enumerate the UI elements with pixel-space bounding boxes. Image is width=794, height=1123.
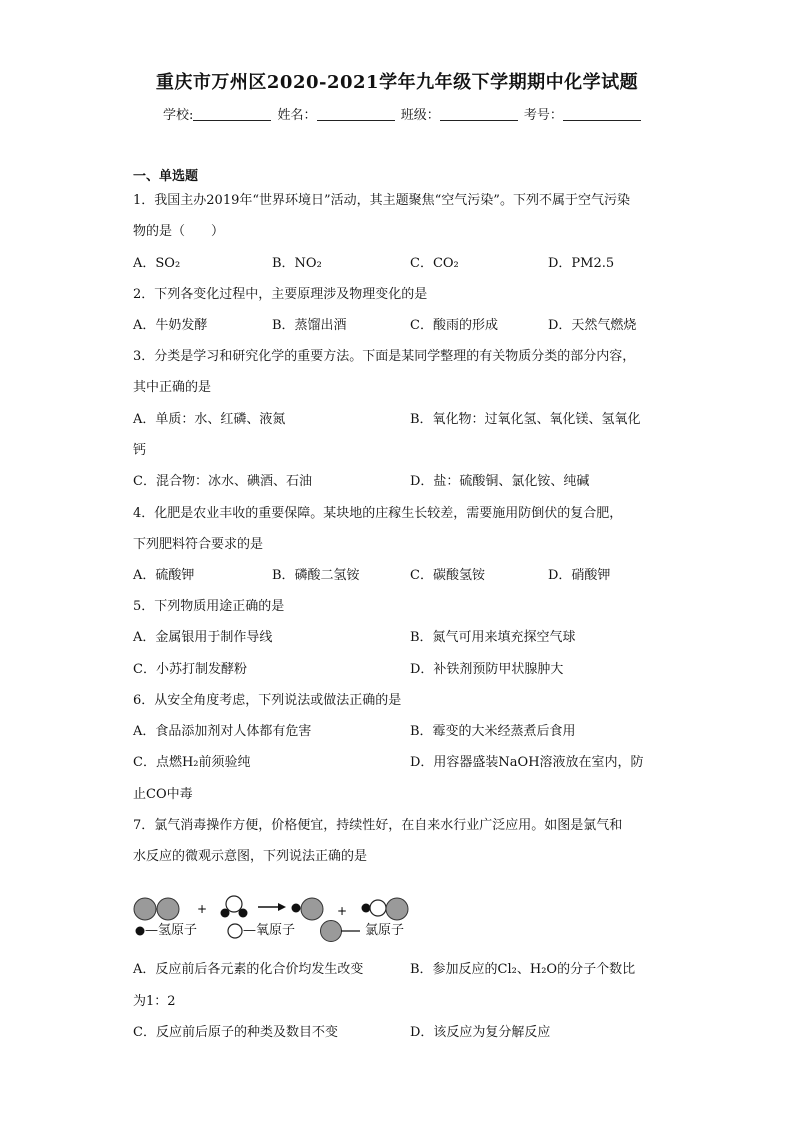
q1-stem-line1: 1．我国主办2019年“世界环境日”活动，其主题聚焦“空气污染”。下列不属于空气污染 [133,193,630,208]
q7-option-c: C．反应前后原子的种类及数目不变 [133,1025,338,1040]
q2-option-d: D．天然气燃烧 [548,318,637,333]
q4-option-c: C．碳酸氢铵 [410,568,485,583]
q3-option-c: C．混合物：冰水、碘酒、石油 [133,474,312,489]
q4-option-a: A．硫酸钾 [133,568,195,583]
class-blank [440,108,518,121]
name-label: 姓名： [277,108,317,123]
class-label: 班级： [400,108,440,123]
q7-option-d: D．该反应为复分解反应 [410,1025,551,1040]
q5-option-c: C．小苏打制发酵粉 [133,662,247,677]
q7-option-b-wrap: 为1：2 [133,994,176,1009]
hclo-molecule [362,898,409,920]
atom-legend [133,920,433,944]
q7-stem-line1: 7．氯气消毒操作方便，价格便宜，持续性好，在自来水行业广泛应用。如图是氯气和 [133,818,623,833]
q3-option-b-wrap: 钙 [133,443,147,458]
q4-stem-line1: 4．化肥是农业丰收的重要保障。某块地的庄稼生长较差，需要施用防倒伏的复合肥， [133,506,623,521]
legend-oxygen-label: —氧原子 [243,923,296,938]
q3-stem-line2: 其中正确的是 [133,380,212,395]
q1-option-d: D．PM2.5 [548,256,615,271]
legend-hydrogen-label: —氢原子 [145,923,198,938]
q7-stem-line2: 水反应的微观示意图，下列说法正确的是 [133,849,368,864]
q3-option-b: B．氧化物：过氧化氢、氧化镁、氢氧化 [410,412,641,427]
q5-stem: 5．下列物质用途正确的是 [133,599,285,614]
section-title: 一、单选题 [133,169,199,184]
q6-option-b: B．霉变的大米经蒸煮后食用 [410,724,576,739]
q4-stem-line2: 下列肥料符合要求的是 [133,537,264,552]
q7-option-a: A．反应前后各元素的化合价均发生改变 [133,962,364,977]
chlorine-molecule [134,898,179,920]
q6-option-d: D．用容器盛装NaOH溶液放在室内，防 [410,755,644,770]
q5-option-a: A．金属银用于制作导线 [133,630,273,645]
oxygen-atom-icon [227,923,243,939]
q2-option-b: B．蒸馏出酒 [272,318,347,333]
q1-option-a: A．SO₂ [133,256,181,271]
q6-option-c: C．点燃H₂前须验纯 [133,755,251,770]
q1-option-c: C．CO₂ [410,256,459,271]
q2-stem: 2．下列各变化过程中，主要原理涉及物理变化的是 [133,287,428,302]
q5-option-d: D．补铁剂预防甲状腺肿大 [410,662,564,677]
legend-chlorine-label: 氯原子 [365,923,405,938]
q4-option-b: B．磷酸二氢铵 [272,568,360,583]
q1-stem-line2: 物的是（ ） [133,224,225,239]
q3-option-a: A．单质：水、红磷、液氮 [133,412,286,427]
q3-option-d: D．盐：硫酸铜、氯化铵、纯碱 [410,474,590,489]
hydrogen-atom-icon [135,926,145,936]
q2-option-c: C．酸雨的形成 [410,318,498,333]
school-label: 学校: [163,108,194,123]
q6-stem: 6．从安全角度考虑，下列说法或做法正确的是 [133,693,402,708]
chlorine-atom-icon [320,920,362,944]
q4-option-d: D．硝酸钾 [548,568,611,583]
q5-option-b: B．氮气可用来填充探空气球 [410,630,576,645]
plus-sign-2: + [337,904,348,918]
school-blank [193,108,271,121]
q3-stem-line1: 3．分类是学习和研究化学的重要方法。下面是某同学整理的有关物质分类的部分内容， [133,349,636,364]
q2-option-a: A．牛奶发酵 [133,318,208,333]
hcl-molecule [292,898,324,920]
name-blank [317,108,395,121]
page-title: 重庆市万州区2020-2021学年九年级下学期期中化学试题 [155,72,639,93]
student-info-row [163,104,643,123]
q6-option-a: A．食品添加剂对人体都有危害 [133,724,312,739]
exam-number-label: 考号： [523,108,563,123]
q6-option-d-wrap: 止CO中毒 [133,787,193,802]
reaction-arrow [258,903,286,911]
q1-option-b: B．NO₂ [272,256,322,271]
exam-number-blank [563,108,641,121]
plus-sign: + [197,902,208,916]
water-molecule [221,896,248,918]
q7-option-b: B．参加反应的Cl₂、H₂O的分子个数比 [410,962,636,977]
